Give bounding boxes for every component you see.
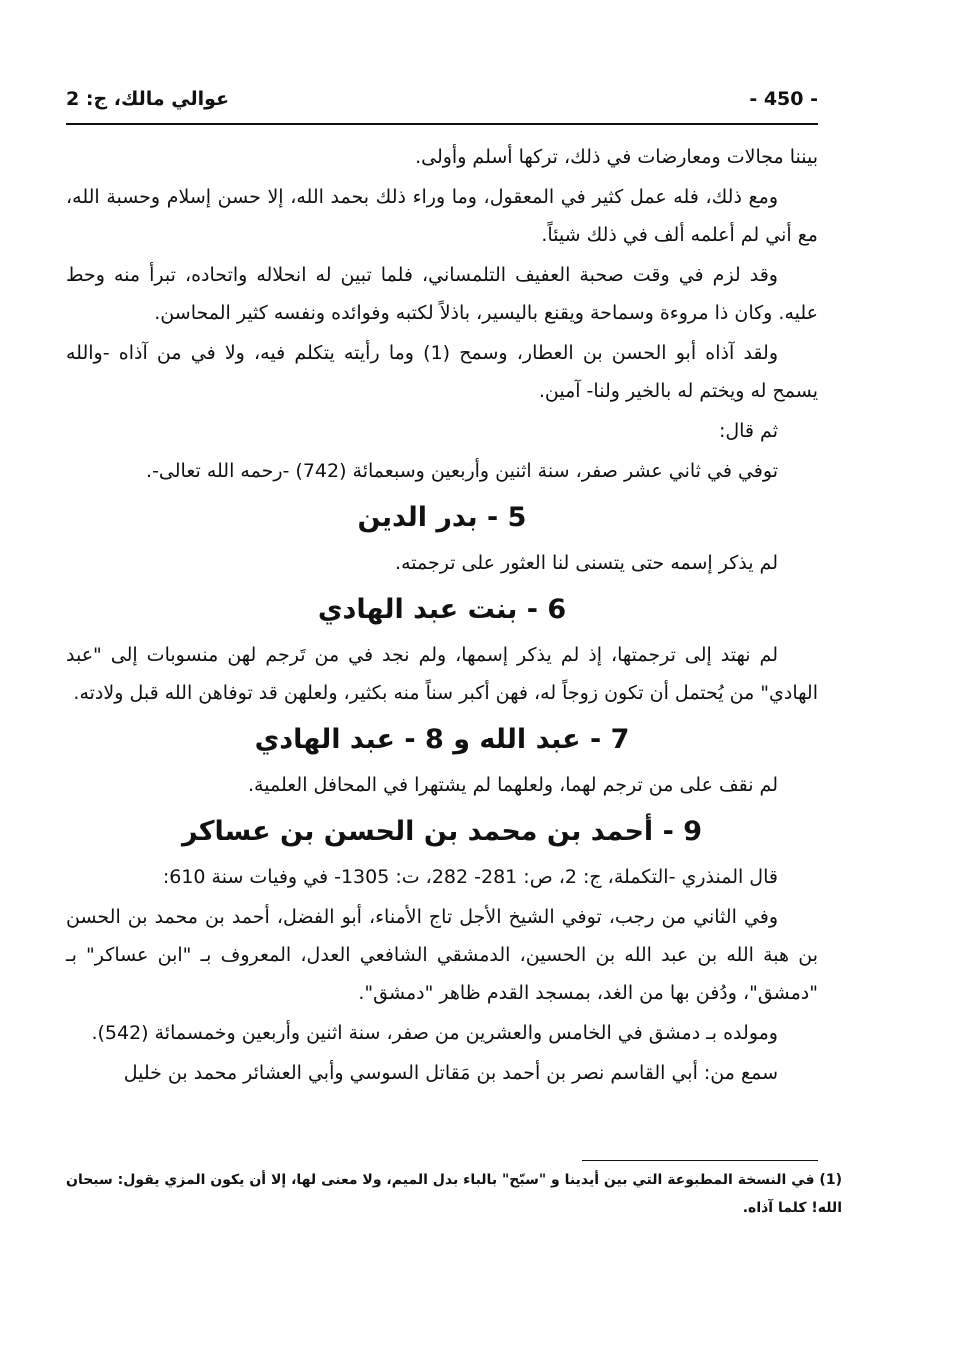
section-heading: 6 - بنت عبد الهادي	[317, 594, 567, 625]
paragraph: ثم قال:	[718, 420, 778, 442]
paragraph: سمع من: أبي القاسم نصر بن أحمد بن مَقاتل السوسي وأبي العشائر محمد بن خليل	[123, 1062, 778, 1084]
paragraph: لم يذكر إسمه حتى يتسنى لنا العثور على ترجمته.	[395, 552, 778, 574]
paragraph: ولقد آذاه أبو الحسن بن العطار، وسمح (1) وما رأيته يتكلم فيه، ولا في من آذاه -والله يسمح له ويختم له بالخير ولنا- آمين.	[66, 342, 818, 402]
paragraph: قال المنذري -التكملة، ج: 2، ص: 281- 282، ت: 1305- في وفيات سنة 610:	[162, 866, 778, 888]
paragraph: وقد لزم في وقت صحبة العفيف التلمساني، فلما تبين له انحلاله واتحاده، تبرأ منه وحط عليه. وكان ذا مروءة وسماحة ويقنع باليسير، باذلاً لكتبه وفوائده ونفسه كثير المحاسن.	[66, 264, 818, 324]
book-title: عوالي مالك، ج: 2	[66, 88, 230, 110]
main-text	[66, 138, 818, 1094]
page-header	[66, 88, 818, 118]
paragraph: لم نهتد إلى ترجمتها، إذ لم يذكر إسمها، ولم نجد في من تَرجم لهن منسوبات إلى "عبد الهادي" من يُحتمل أن تكون زوجاً له، فهن أكبر سناً منه بكثير، ولعلهن قد توفاهن الله قبل ولادته.	[66, 644, 818, 704]
paragraph: ومولده بـ دمشق في الخامس والعشرين من صفر، سنة اثنين وأربعين وخمسمائة (542).	[91, 1022, 778, 1044]
footnote: (1) في النسخة المطبوعة التي بين أيدينا و "سبّح" بالباء بدل الميم، ولا معنى لها، إلا أن يكون المزي يقول: سبحان الله! كلما آذاه.	[66, 1172, 842, 1216]
section-heading: 9 - أحمد بن محمد بن الحسن بن عساكر	[182, 816, 702, 847]
paragraph: ومع ذلك، فله عمل كثير في المعقول، وما وراء ذلك بحمد الله، إلا حسن إسلام وحسبة الله، مع أني لم أعلمه ألف في ذلك شيئاً.	[66, 186, 818, 246]
section-heading: 7 - عبد الله و 8 - عبد الهادي	[254, 724, 630, 755]
paragraph: بيننا مجالات ومعارضات في ذلك، تركها أسلم وأولى.	[415, 146, 818, 168]
footnote-rule	[582, 1160, 818, 1161]
page-number: - 450 -	[749, 88, 818, 110]
header-rule	[66, 123, 818, 125]
paragraph: وفي الثاني من رجب، توفي الشيخ الأجل تاج الأمناء، أبو الفضل، أحمد بن محمد بن الحسن بن هبة الله بن عبد الله بن الحسين، الدمشقي الشافعي العدل، المعروف بـ "ابن عساكر" بـ "دمشق"، ودُفن بها من الغد، بمسجد القدم ظاهر "دمشق".	[66, 906, 818, 1004]
section-heading: 5 - بدر الدين	[357, 502, 527, 533]
paragraph: توفي في ثاني عشر صفر، سنة اثنين وأربعين وسبعمائة (742) -رحمه الله تعالى-.	[146, 460, 778, 482]
paragraph: لم نقف على من ترجم لهما، ولعلهما لم يشتهرا في المحافل العلمية.	[248, 774, 778, 796]
